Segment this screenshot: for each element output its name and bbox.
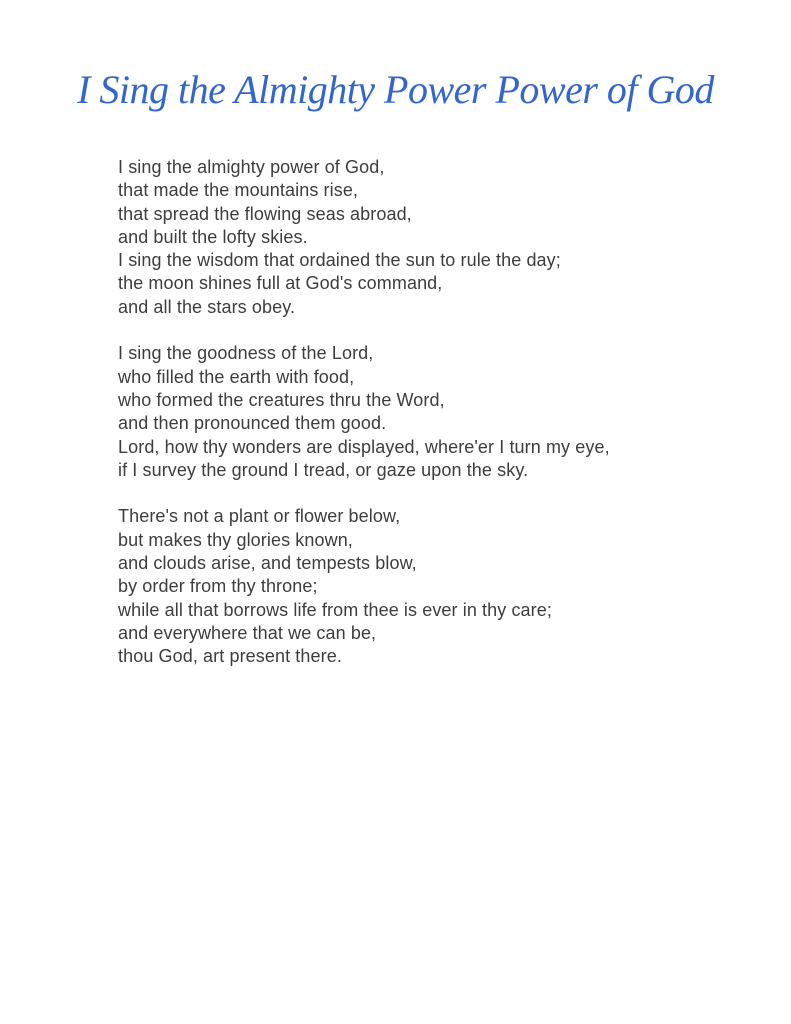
poem-line: if I survey the ground I tread, or gaze upon the sky. bbox=[118, 459, 529, 480]
poem-line: I sing the almighty power of God, bbox=[118, 157, 385, 177]
poem-line: by order from thy throne; bbox=[118, 576, 318, 597]
poem-line: and built the lofty skies. bbox=[118, 226, 308, 247]
poem-line: Lord, how thy wonders are displayed, where'er I turn my eye, bbox=[118, 436, 610, 457]
poem-line: and all the stars obey. bbox=[118, 296, 296, 317]
poem-line: I sing the goodness of the Lord, bbox=[118, 343, 374, 364]
stanza bbox=[118, 342, 738, 482]
poem-line: but makes thy glories known, bbox=[118, 529, 353, 550]
poem-line: that spread the flowing seas abroad, bbox=[118, 203, 412, 224]
poem-line: I sing the wisdom that ordained the sun to rule the day; bbox=[118, 250, 561, 271]
poem-line: and clouds arise, and tempests blow, bbox=[118, 553, 417, 574]
stanza bbox=[118, 505, 738, 668]
poem-title: I Sing the Almighty Power Power of God bbox=[77, 67, 714, 112]
poem-line: the moon shines full at God's command, bbox=[118, 273, 443, 294]
poem-line: There's not a plant or flower below, bbox=[118, 506, 401, 527]
poem-line: and everywhere that we can be, bbox=[118, 622, 377, 643]
stanza bbox=[118, 156, 738, 319]
poem bbox=[118, 156, 738, 692]
poem-line: that made the mountains rise, bbox=[118, 180, 359, 201]
poem-line: while all that borrows life from thee is ever in thy care; bbox=[118, 599, 552, 620]
poem-line: thou God, art present there. bbox=[118, 646, 342, 667]
poem-line: who filled the earth with food, bbox=[118, 366, 355, 387]
poem-line: and then pronounced them good. bbox=[118, 413, 387, 434]
poem-line: who formed the creatures thru the Word, bbox=[118, 389, 445, 410]
